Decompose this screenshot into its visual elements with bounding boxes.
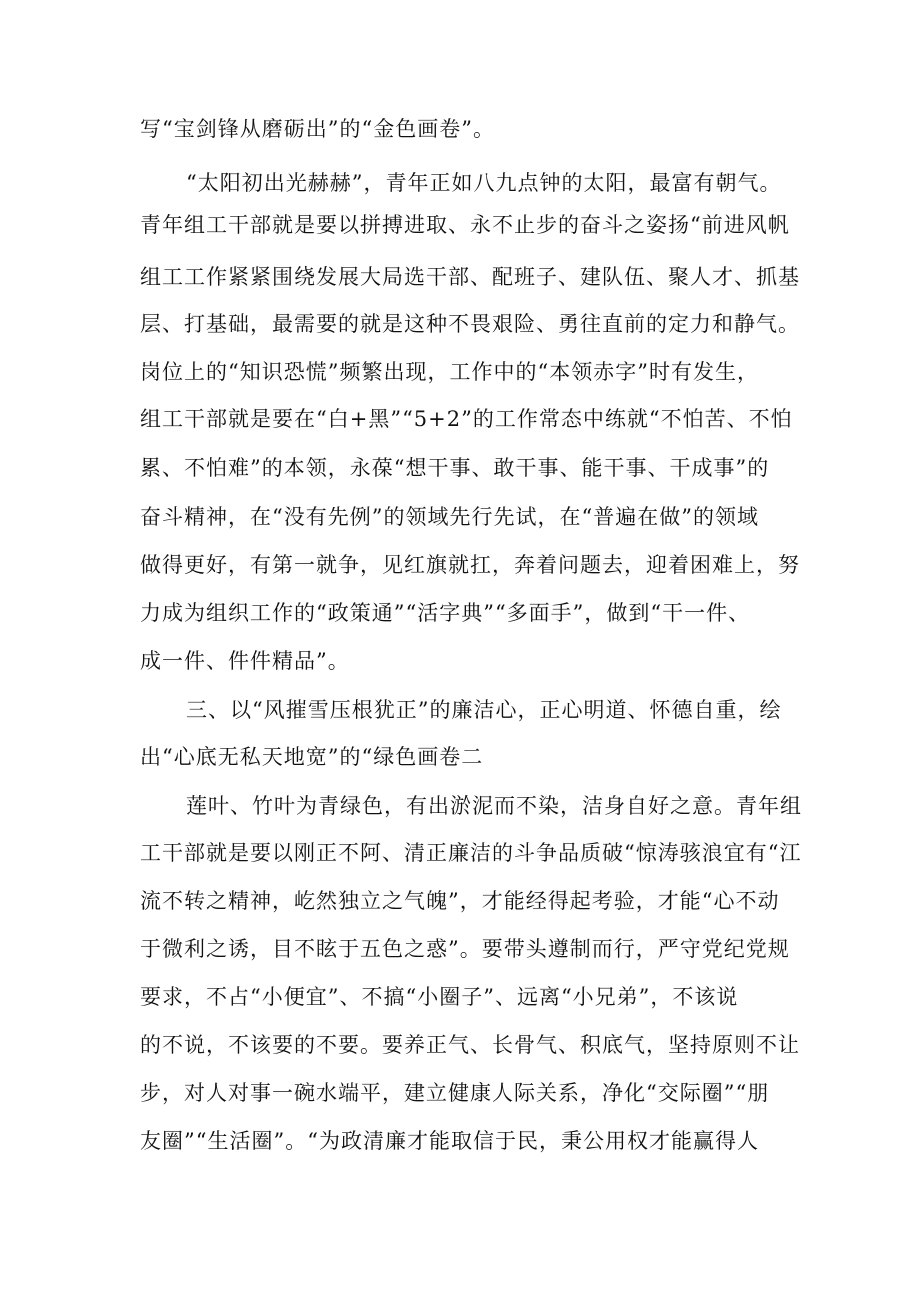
text-line: 岗位上的“知识恐慌”频繁出现，工作中的“本领赤字”时有发生， [140,360,759,384]
text-line: 组工工作紧紧围绕发展大局选干部、配班子、建队伍、聚人才、抓基 [140,265,800,289]
text-line: “太阳初出光赫赫”，青年正如八九点钟的太阳，最富有朝气。 [186,171,782,195]
text-line: 的不说，不该要的不要。要养正气、长骨气、积底气，坚持原则不让 [140,1033,800,1057]
section-heading: 三、以“风摧雪压根犹正”的廉洁心，正心明道、怀德自重，绘 [186,698,782,722]
text-line: 要求，不占“小便宜”、不搞“小圈子”、远离“小兄弟”，不该说 [140,985,739,1009]
text-line: 步，对人对事一碗水端平，建立健康人际关系，净化“交际圈”“朋 [140,1081,770,1105]
text-line: 力成为组织工作的“政策通”“活字典”“多面手”，做到“干一件、 [140,601,751,625]
text-line: 青年组工干部就是要以拼搏进取、永不止步的奋斗之姿扬“前进风帆 [140,213,790,237]
text-line: 莲叶、竹叶为青绿色，有出淤泥而不染，洁身自好之意。青年组 [186,794,802,818]
text-line: 友圈”“生活圈”。“为政清廉才能取信于民，秉公用权才能赢得人 [140,1129,759,1153]
text-line: 于微利之诱，目不眩于五色之惑”。要带头遵制而行，严守党纪党规 [140,937,790,961]
text-line: 做得更好，有第一就争，见红旗就扛，奔着问题去，迎着困难上，努 [140,553,800,577]
text-line: 成一件、件件精品”。 [140,649,350,673]
text-line: 组工干部就是要在“白+黑”“5+2”的工作常态中练就“不怕苦、不怕 [140,407,793,431]
text-line: 奋斗精神，在“没有先例”的领域先行先试，在“普遍在做”的领域 [140,505,759,529]
text-line: 工干部就是要以刚正不阿、清正廉洁的斗争品质破“惊涛骇浪宜有“江 [140,841,802,865]
text-line: 层、打基础，最需要的就是这种不畏艰险、勇往直前的定力和静气。 [140,312,800,336]
text-line: 写“宝剑锋从磨砺出”的“金色画卷”。 [140,117,495,141]
text-line: 流不转之精神，屹然独立之气魄”，才能经得起考验，才能“心不动 [140,889,780,913]
text-line: 累、不怕难”的本领，永葆“想干事、敢干事、能干事、干成事”的 [140,456,770,480]
section-heading: 出“心底无私天地宽”的“绿色画卷二 [140,745,484,769]
